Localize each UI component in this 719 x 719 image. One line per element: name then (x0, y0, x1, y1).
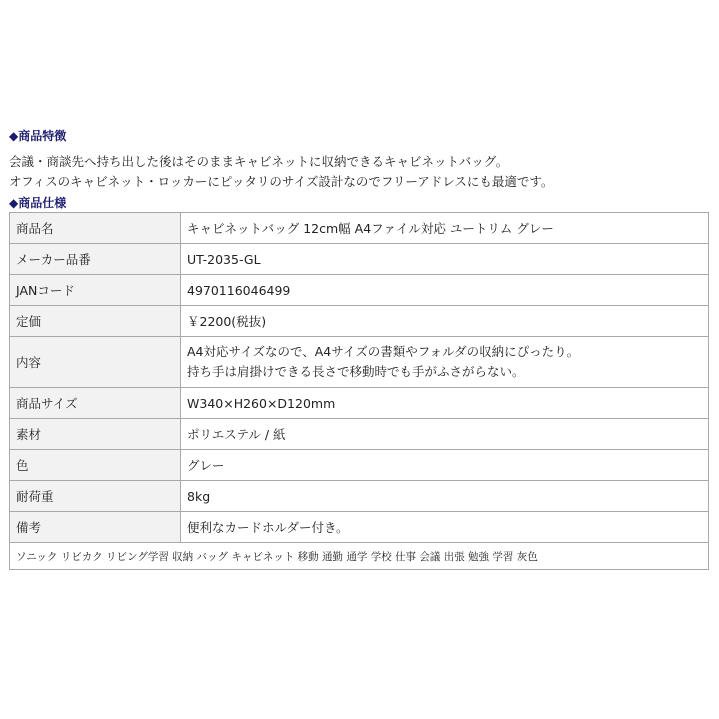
table-row (10, 419, 709, 450)
spec-value: ポリエステル / 紙 (181, 419, 709, 450)
spec-value: キャビネットバッグ 12cm幅 A4ファイル対応 ユートリム グレー (181, 213, 709, 244)
spec-label: 素材 (10, 419, 181, 450)
spec-label: 商品名 (10, 213, 181, 244)
spec-value: グレー (181, 450, 709, 481)
table-row (10, 213, 709, 244)
product-description (9, 127, 709, 570)
table-row (10, 275, 709, 306)
spec-label: JANコード (10, 275, 181, 306)
spec-value: W340×H260×D120mm (181, 388, 709, 419)
spec-label: メーカー品番 (10, 244, 181, 275)
spec-label: 内容 (10, 337, 181, 388)
spec-value: 8kg (181, 481, 709, 512)
spec-value: 4970116046499 (181, 275, 709, 306)
table-row (10, 543, 709, 570)
table-row (10, 306, 709, 337)
spec-heading: ◆商品仕様 (9, 196, 67, 210)
features-text (9, 152, 709, 192)
table-row (10, 388, 709, 419)
spec-table (9, 212, 709, 570)
spec-value-line: 持ち手は肩掛けできる長さで移動時でも手がふさがらない。 (187, 364, 525, 379)
spec-value: UT-2035-GL (181, 244, 709, 275)
table-row (10, 450, 709, 481)
spec-value: 便利なカードホルダー付き。 (181, 512, 709, 543)
spec-value: ￥2200(税抜) (181, 306, 709, 337)
spec-label: 備考 (10, 512, 181, 543)
table-row (10, 512, 709, 543)
table-row (10, 244, 709, 275)
spec-label: 耐荷重 (10, 481, 181, 512)
spec-label: 定価 (10, 306, 181, 337)
features-line: オフィスのキャビネット・ロッカーにピッタリのサイズ設計なのでフリーアドレスにも最適です。 (9, 174, 554, 189)
keywords-cell: ソニック リビカク リビング学習 収納 バッグ キャビネット 移動 通勤 通学 学校 仕事 会議 出張 勉強 学習 灰色 (10, 543, 709, 570)
spec-value-line: A4対応サイズなので、A4サイズの書類やフォルダの収納にぴったり。 (187, 344, 580, 359)
spec-value (181, 337, 709, 388)
spec-label: 商品サイズ (10, 388, 181, 419)
table-row (10, 481, 709, 512)
table-row (10, 337, 709, 388)
spec-label: 色 (10, 450, 181, 481)
features-line: 会議・商談先へ持ち出した後はそのままキャビネットに収納できるキャビネットバッグ。 (9, 154, 509, 169)
features-heading: ◆商品特徴 (9, 129, 67, 143)
